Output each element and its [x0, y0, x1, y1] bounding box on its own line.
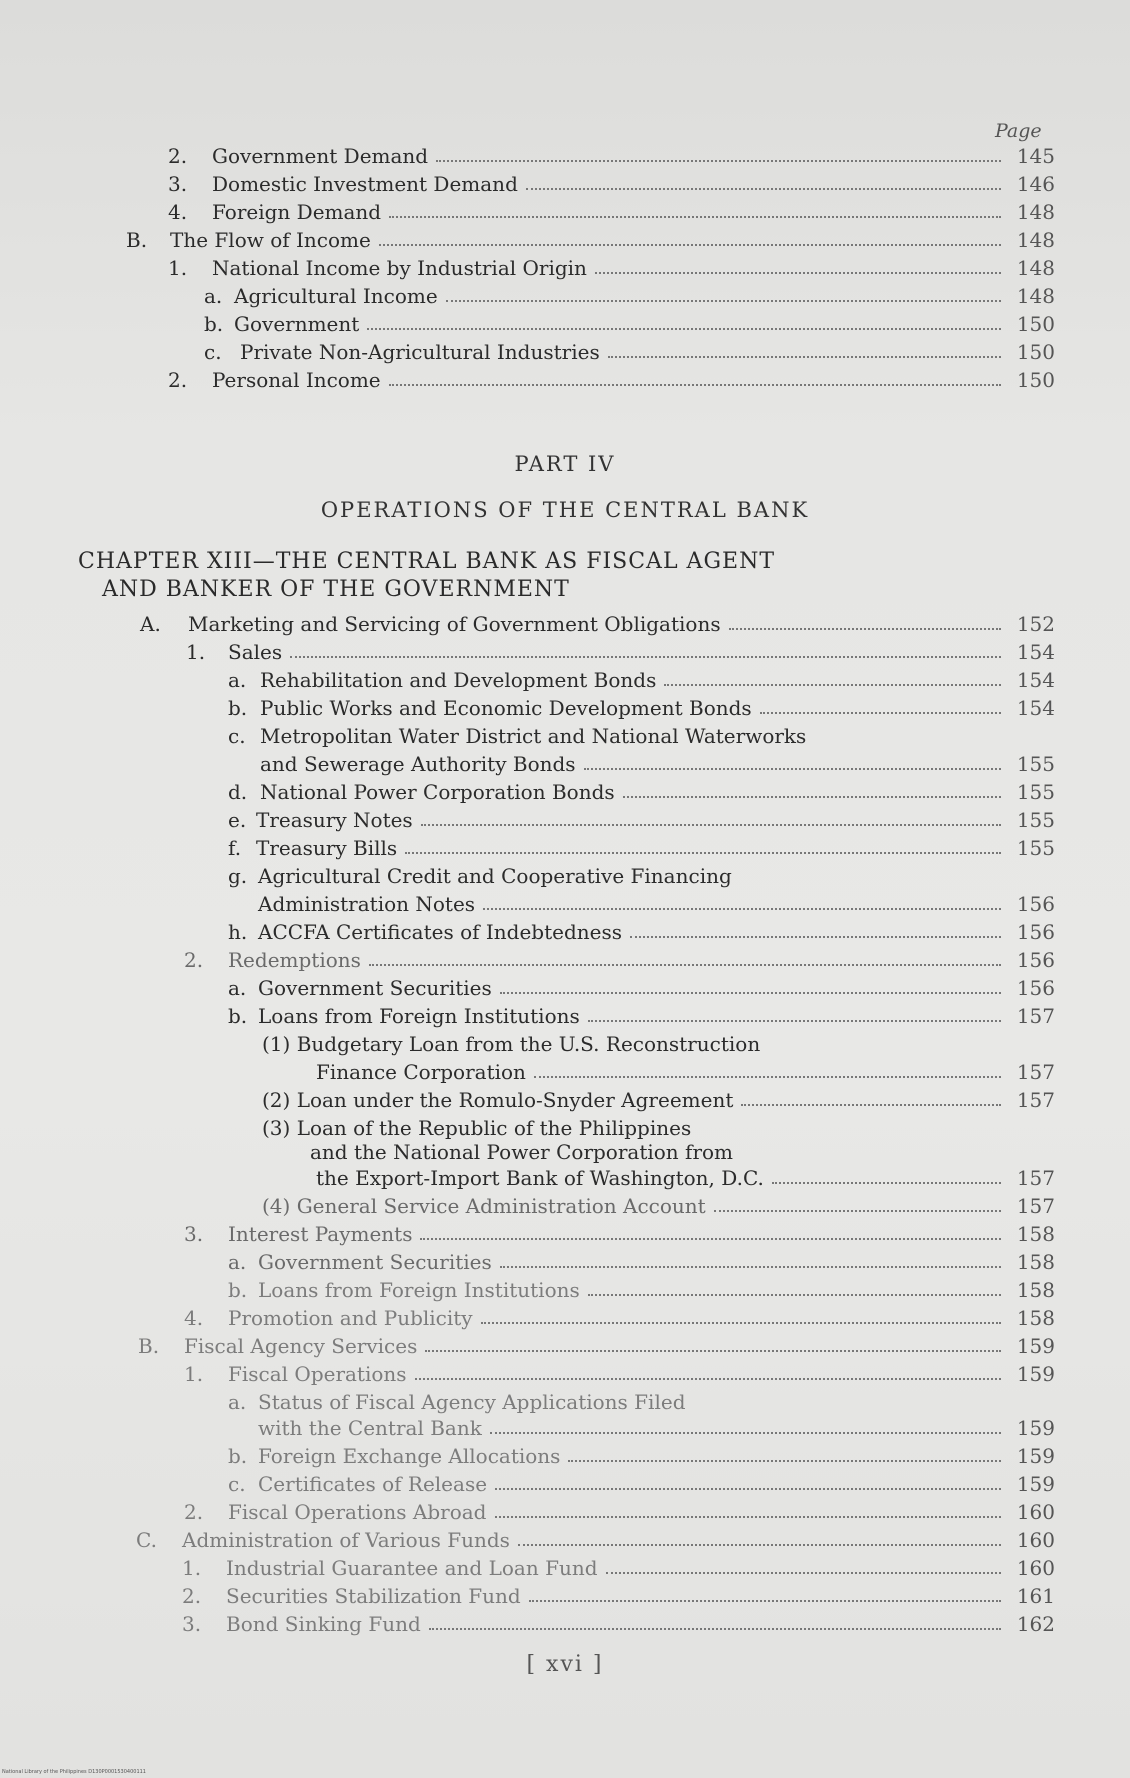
toc-entry[interactable] — [184, 1498, 1055, 1526]
scan-imprint: National Library of the Philippines D130P0001530400111 — [2, 1769, 146, 1775]
entry-title: (4) General Service Administration Account — [262, 1194, 706, 1218]
entry-page: 159 — [1016, 1472, 1055, 1496]
toc-entry[interactable] — [184, 1360, 1055, 1388]
dot-leader — [379, 244, 1001, 246]
toc-entry[interactable] — [228, 694, 1055, 722]
part-subtitle: OPERATIONS OF THE CENTRAL BANK — [320, 498, 810, 522]
entry-number: 3. — [168, 172, 188, 196]
toc-entry[interactable] — [182, 1554, 1055, 1582]
toc-entry[interactable] — [228, 806, 1055, 834]
entry-page: 159 — [1016, 1416, 1055, 1440]
entry-letter: a. — [228, 1250, 247, 1274]
entry-title: Agricultural Credit and Cooperative Financing — [258, 864, 732, 888]
entry-page: 148 — [1016, 284, 1055, 308]
dot-leader — [760, 712, 1001, 714]
entry-page: 148 — [1016, 256, 1055, 280]
entry-title: Fiscal Operations Abroad — [228, 1500, 487, 1524]
toc-entry[interactable] — [316, 1058, 1055, 1086]
entry-title: Interest Payments — [228, 1222, 413, 1246]
entry-letter: h. — [228, 920, 248, 944]
toc-entry[interactable] — [126, 226, 1055, 254]
toc-entry[interactable] — [204, 310, 1055, 338]
entry-page: 148 — [1016, 200, 1055, 224]
dot-leader — [714, 1210, 1001, 1212]
entry-page: 154 — [1016, 696, 1055, 720]
entry-title: Metropolitan Water District and National Waterworks — [260, 724, 807, 748]
entry-page: 145 — [1016, 144, 1055, 168]
dot-leader — [436, 160, 1001, 162]
toc-entry[interactable] — [138, 1332, 1055, 1360]
entry-page: 154 — [1016, 640, 1055, 664]
toc-entry[interactable] — [228, 890, 1055, 918]
toc-entry[interactable] — [184, 1220, 1055, 1248]
entry-letter: b. — [228, 1278, 248, 1302]
entry-letter: B. — [138, 1334, 160, 1358]
toc-entry[interactable] — [168, 170, 1055, 198]
entry-page: 148 — [1016, 228, 1055, 252]
toc-entry[interactable] — [204, 282, 1055, 310]
dot-leader — [500, 1266, 1001, 1268]
entry-page: 146 — [1016, 172, 1055, 196]
entry-title: Public Works and Economic Development Bonds — [260, 696, 752, 720]
entry-number: 3. — [182, 1612, 202, 1636]
entry-number: 4. — [184, 1306, 204, 1330]
toc-entry[interactable] — [228, 778, 1055, 806]
entry-number: 2. — [184, 948, 204, 972]
chapter-title: CHAPTER XIII—THE CENTRAL BANK AS FISCAL AGENT — [78, 549, 775, 574]
toc-entry[interactable] — [168, 254, 1055, 282]
dot-leader — [483, 908, 1001, 910]
entry-page: 150 — [1016, 368, 1055, 392]
dot-leader — [772, 1182, 1001, 1184]
entry-page: 156 — [1016, 948, 1055, 972]
dot-leader — [481, 1322, 1001, 1324]
toc-entry[interactable] — [184, 946, 1055, 974]
entry-letter: a. — [204, 284, 223, 308]
entry-page: 157 — [1016, 1166, 1055, 1190]
entry-title: the Export-Import Bank of Washington, D.C. — [316, 1166, 764, 1190]
dot-leader — [595, 272, 1001, 274]
entry-page: 150 — [1016, 340, 1055, 364]
dot-leader — [568, 1460, 1001, 1462]
toc-entry[interactable] — [182, 1610, 1055, 1638]
entry-letter: b. — [204, 312, 224, 336]
toc-entry-middle-line: and the National Power Corporation from — [310, 1140, 734, 1164]
entry-page: 156 — [1016, 976, 1055, 1000]
entry-title: Sales — [228, 640, 283, 664]
entry-number: 1. — [182, 1556, 202, 1580]
entry-title: Fiscal Operations — [228, 1362, 407, 1386]
dot-leader — [405, 852, 1001, 854]
toc-entry[interactable] — [228, 1248, 1055, 1276]
entry-page: 155 — [1016, 780, 1055, 804]
dot-leader — [290, 656, 1001, 658]
entry-number: 1. — [168, 256, 188, 280]
entry-page: 157 — [1016, 1088, 1055, 1112]
entry-page: 155 — [1016, 836, 1055, 860]
dot-leader — [446, 300, 1001, 302]
entry-title: Treasury Notes — [256, 808, 413, 832]
toc-entry[interactable] — [262, 1192, 1055, 1220]
toc-entry[interactable] — [140, 610, 1055, 638]
entry-title: Private Non-Agricultural Industries — [240, 340, 600, 364]
entry-title: Administration Notes — [258, 892, 476, 916]
entry-title: Government Securities — [258, 1250, 492, 1274]
entry-title: National Power Corporation Bonds — [260, 780, 615, 804]
entry-page: 160 — [1016, 1528, 1055, 1552]
page-number: [ xvi ] — [526, 1652, 604, 1677]
entry-letter: c. — [228, 724, 246, 748]
dot-leader — [415, 1378, 1001, 1380]
entry-page: 159 — [1016, 1362, 1055, 1386]
entry-page: 152 — [1016, 612, 1055, 636]
entry-letter: A. — [140, 612, 161, 636]
toc-entry[interactable] — [184, 1304, 1055, 1332]
toc-entry-first-line — [228, 1388, 686, 1416]
entry-title: Administration of Various Funds — [182, 1528, 510, 1552]
toc-entry[interactable] — [228, 1414, 1055, 1442]
dot-leader — [534, 1076, 1001, 1078]
toc-entry[interactable] — [228, 974, 1055, 1002]
toc-entry[interactable] — [228, 1002, 1055, 1030]
entry-number: 3. — [184, 1222, 204, 1246]
dot-leader — [389, 384, 1001, 386]
entry-title: Fiscal Agency Services — [184, 1334, 418, 1358]
toc-entry[interactable] — [316, 1164, 1055, 1192]
entry-page: 158 — [1016, 1222, 1055, 1246]
dot-leader — [584, 768, 1001, 770]
toc-entry[interactable] — [228, 1470, 1055, 1498]
dot-leader — [495, 1516, 1002, 1518]
entry-letter: B. — [126, 228, 148, 252]
entry-page: 157 — [1016, 1194, 1055, 1218]
entry-page: 154 — [1016, 668, 1055, 692]
dot-leader — [529, 1600, 1001, 1602]
toc-entry[interactable] — [136, 1526, 1055, 1554]
dot-leader — [526, 188, 1001, 190]
entry-page: 156 — [1016, 920, 1055, 944]
entry-title: Domestic Investment Demand — [212, 172, 518, 196]
entry-page: 161 — [1016, 1584, 1055, 1608]
entry-number: 2. — [168, 144, 188, 168]
entry-title: Foreign Demand — [212, 200, 382, 224]
entry-title: ACCFA Certificates of Indebtedness — [258, 920, 623, 944]
toc-entry-first-line — [228, 862, 732, 890]
toc-entry[interactable] — [204, 338, 1055, 366]
entry-page: 160 — [1016, 1556, 1055, 1580]
entry-page: 158 — [1016, 1250, 1055, 1274]
entry-title: Government — [234, 312, 360, 336]
dot-leader — [588, 1020, 1001, 1022]
dot-leader — [741, 1104, 1001, 1106]
entry-page: 157 — [1016, 1060, 1055, 1084]
entry-title: The Flow of Income — [170, 228, 371, 252]
toc-entry-first-line — [228, 722, 806, 750]
dot-leader — [369, 964, 1001, 966]
entry-title: Rehabilitation and Development Bonds — [260, 668, 657, 692]
entry-number: 1. — [184, 1362, 204, 1386]
entry-page: 155 — [1016, 752, 1055, 776]
entry-page: 159 — [1016, 1334, 1055, 1358]
toc-entry[interactable] — [168, 198, 1055, 226]
entry-title: National Income by Industrial Origin — [212, 256, 587, 280]
entry-letter: a. — [228, 668, 247, 692]
entry-number: 2. — [182, 1584, 202, 1608]
entry-page: 158 — [1016, 1306, 1055, 1330]
dot-leader — [367, 328, 1001, 330]
part-title: PART IV — [514, 452, 616, 476]
entry-number: 2. — [184, 1500, 204, 1524]
dot-leader — [429, 1628, 1001, 1630]
entry-title: and Sewerage Authority Bonds — [260, 752, 576, 776]
entry-title: Government Demand — [212, 144, 429, 168]
dot-leader — [518, 1544, 1001, 1546]
entry-title: Industrial Guarantee and Loan Fund — [226, 1556, 598, 1580]
toc-entry[interactable] — [168, 142, 1055, 170]
entry-title: Loans from Foreign Institutions — [258, 1004, 580, 1028]
chapter-title-continued: AND BANKER OF THE GOVERNMENT — [102, 577, 570, 602]
entry-page: 162 — [1016, 1612, 1055, 1636]
toc-entry[interactable] — [228, 834, 1055, 862]
dot-leader — [490, 1432, 1001, 1434]
toc-entry[interactable] — [228, 750, 1055, 778]
entry-title: Personal Income — [212, 368, 381, 392]
entry-page: 158 — [1016, 1278, 1055, 1302]
entry-title: Promotion and Publicity — [228, 1306, 473, 1330]
entry-title: Finance Corporation — [316, 1060, 526, 1084]
entry-title: (2) Loan under the Romulo-Snyder Agreement — [262, 1088, 734, 1112]
entry-letter: b. — [228, 1444, 248, 1468]
dot-leader — [500, 992, 1001, 994]
entry-number: 1. — [186, 640, 206, 664]
toc-entry[interactable] — [182, 1582, 1055, 1610]
entry-letter: b. — [228, 696, 248, 720]
entry-title: Agricultural Income — [234, 284, 438, 308]
entry-page: 155 — [1016, 808, 1055, 832]
entry-letter: b. — [228, 1004, 248, 1028]
entry-title: with the Central Bank — [258, 1416, 482, 1440]
entry-letter: d. — [228, 780, 248, 804]
entry-title: Securities Stabilization Fund — [226, 1584, 521, 1608]
entry-title: Status of Fiscal Agency Applications Filed — [258, 1390, 686, 1414]
dot-leader — [729, 628, 1001, 630]
dot-leader — [389, 216, 1001, 218]
toc-entry[interactable] — [168, 366, 1055, 394]
entry-letter: a. — [228, 976, 247, 1000]
entry-page: 157 — [1016, 1004, 1055, 1028]
entry-page: 150 — [1016, 312, 1055, 336]
toc-entry[interactable] — [262, 1086, 1055, 1114]
entry-letter: c. — [228, 1472, 246, 1496]
dot-leader — [664, 684, 1001, 686]
entry-letter: a. — [228, 1390, 247, 1414]
dot-leader — [608, 356, 1001, 358]
toc-entry[interactable] — [228, 666, 1055, 694]
toc-entry[interactable] — [228, 1442, 1055, 1470]
toc-entry[interactable] — [228, 1276, 1055, 1304]
entry-letter: e. — [228, 808, 247, 832]
entry-letter: C. — [136, 1528, 157, 1552]
dot-leader — [420, 1238, 1001, 1240]
entry-letter: c. — [204, 340, 222, 364]
toc-entry[interactable] — [228, 918, 1055, 946]
entry-letter: g. — [228, 864, 248, 888]
entry-page: 160 — [1016, 1500, 1055, 1524]
entry-title: Foreign Exchange Allocations — [258, 1444, 561, 1468]
entry-title: Loans from Foreign Institutions — [258, 1278, 580, 1302]
dot-leader — [425, 1350, 1001, 1352]
entry-title: Bond Sinking Fund — [226, 1612, 421, 1636]
entry-title: Marketing and Servicing of Government Obligations — [188, 612, 721, 636]
page-column-header: Page — [995, 120, 1042, 142]
entry-letter: f. — [228, 836, 242, 860]
dot-leader — [623, 796, 1001, 798]
entry-page: 159 — [1016, 1444, 1055, 1468]
dot-leader — [606, 1572, 1001, 1574]
dot-leader — [630, 936, 1001, 938]
dot-leader — [495, 1488, 1001, 1490]
entry-number: 4. — [168, 200, 188, 224]
entry-page: 156 — [1016, 892, 1055, 916]
toc-entry[interactable] — [186, 638, 1055, 666]
entry-title: Government Securities — [258, 976, 492, 1000]
dot-leader — [588, 1294, 1001, 1296]
entry-title: Certificates of Release — [258, 1472, 488, 1496]
entry-title: Redemptions — [228, 948, 361, 972]
entry-title: Treasury Bills — [256, 836, 398, 860]
toc-entry-first-line: (3) Loan of the Republic of the Philippines — [262, 1116, 692, 1140]
toc-entry-first-line: (1) Budgetary Loan from the U.S. Reconstruction — [262, 1032, 761, 1056]
entry-number: 2. — [168, 368, 188, 392]
dot-leader — [421, 824, 1001, 826]
